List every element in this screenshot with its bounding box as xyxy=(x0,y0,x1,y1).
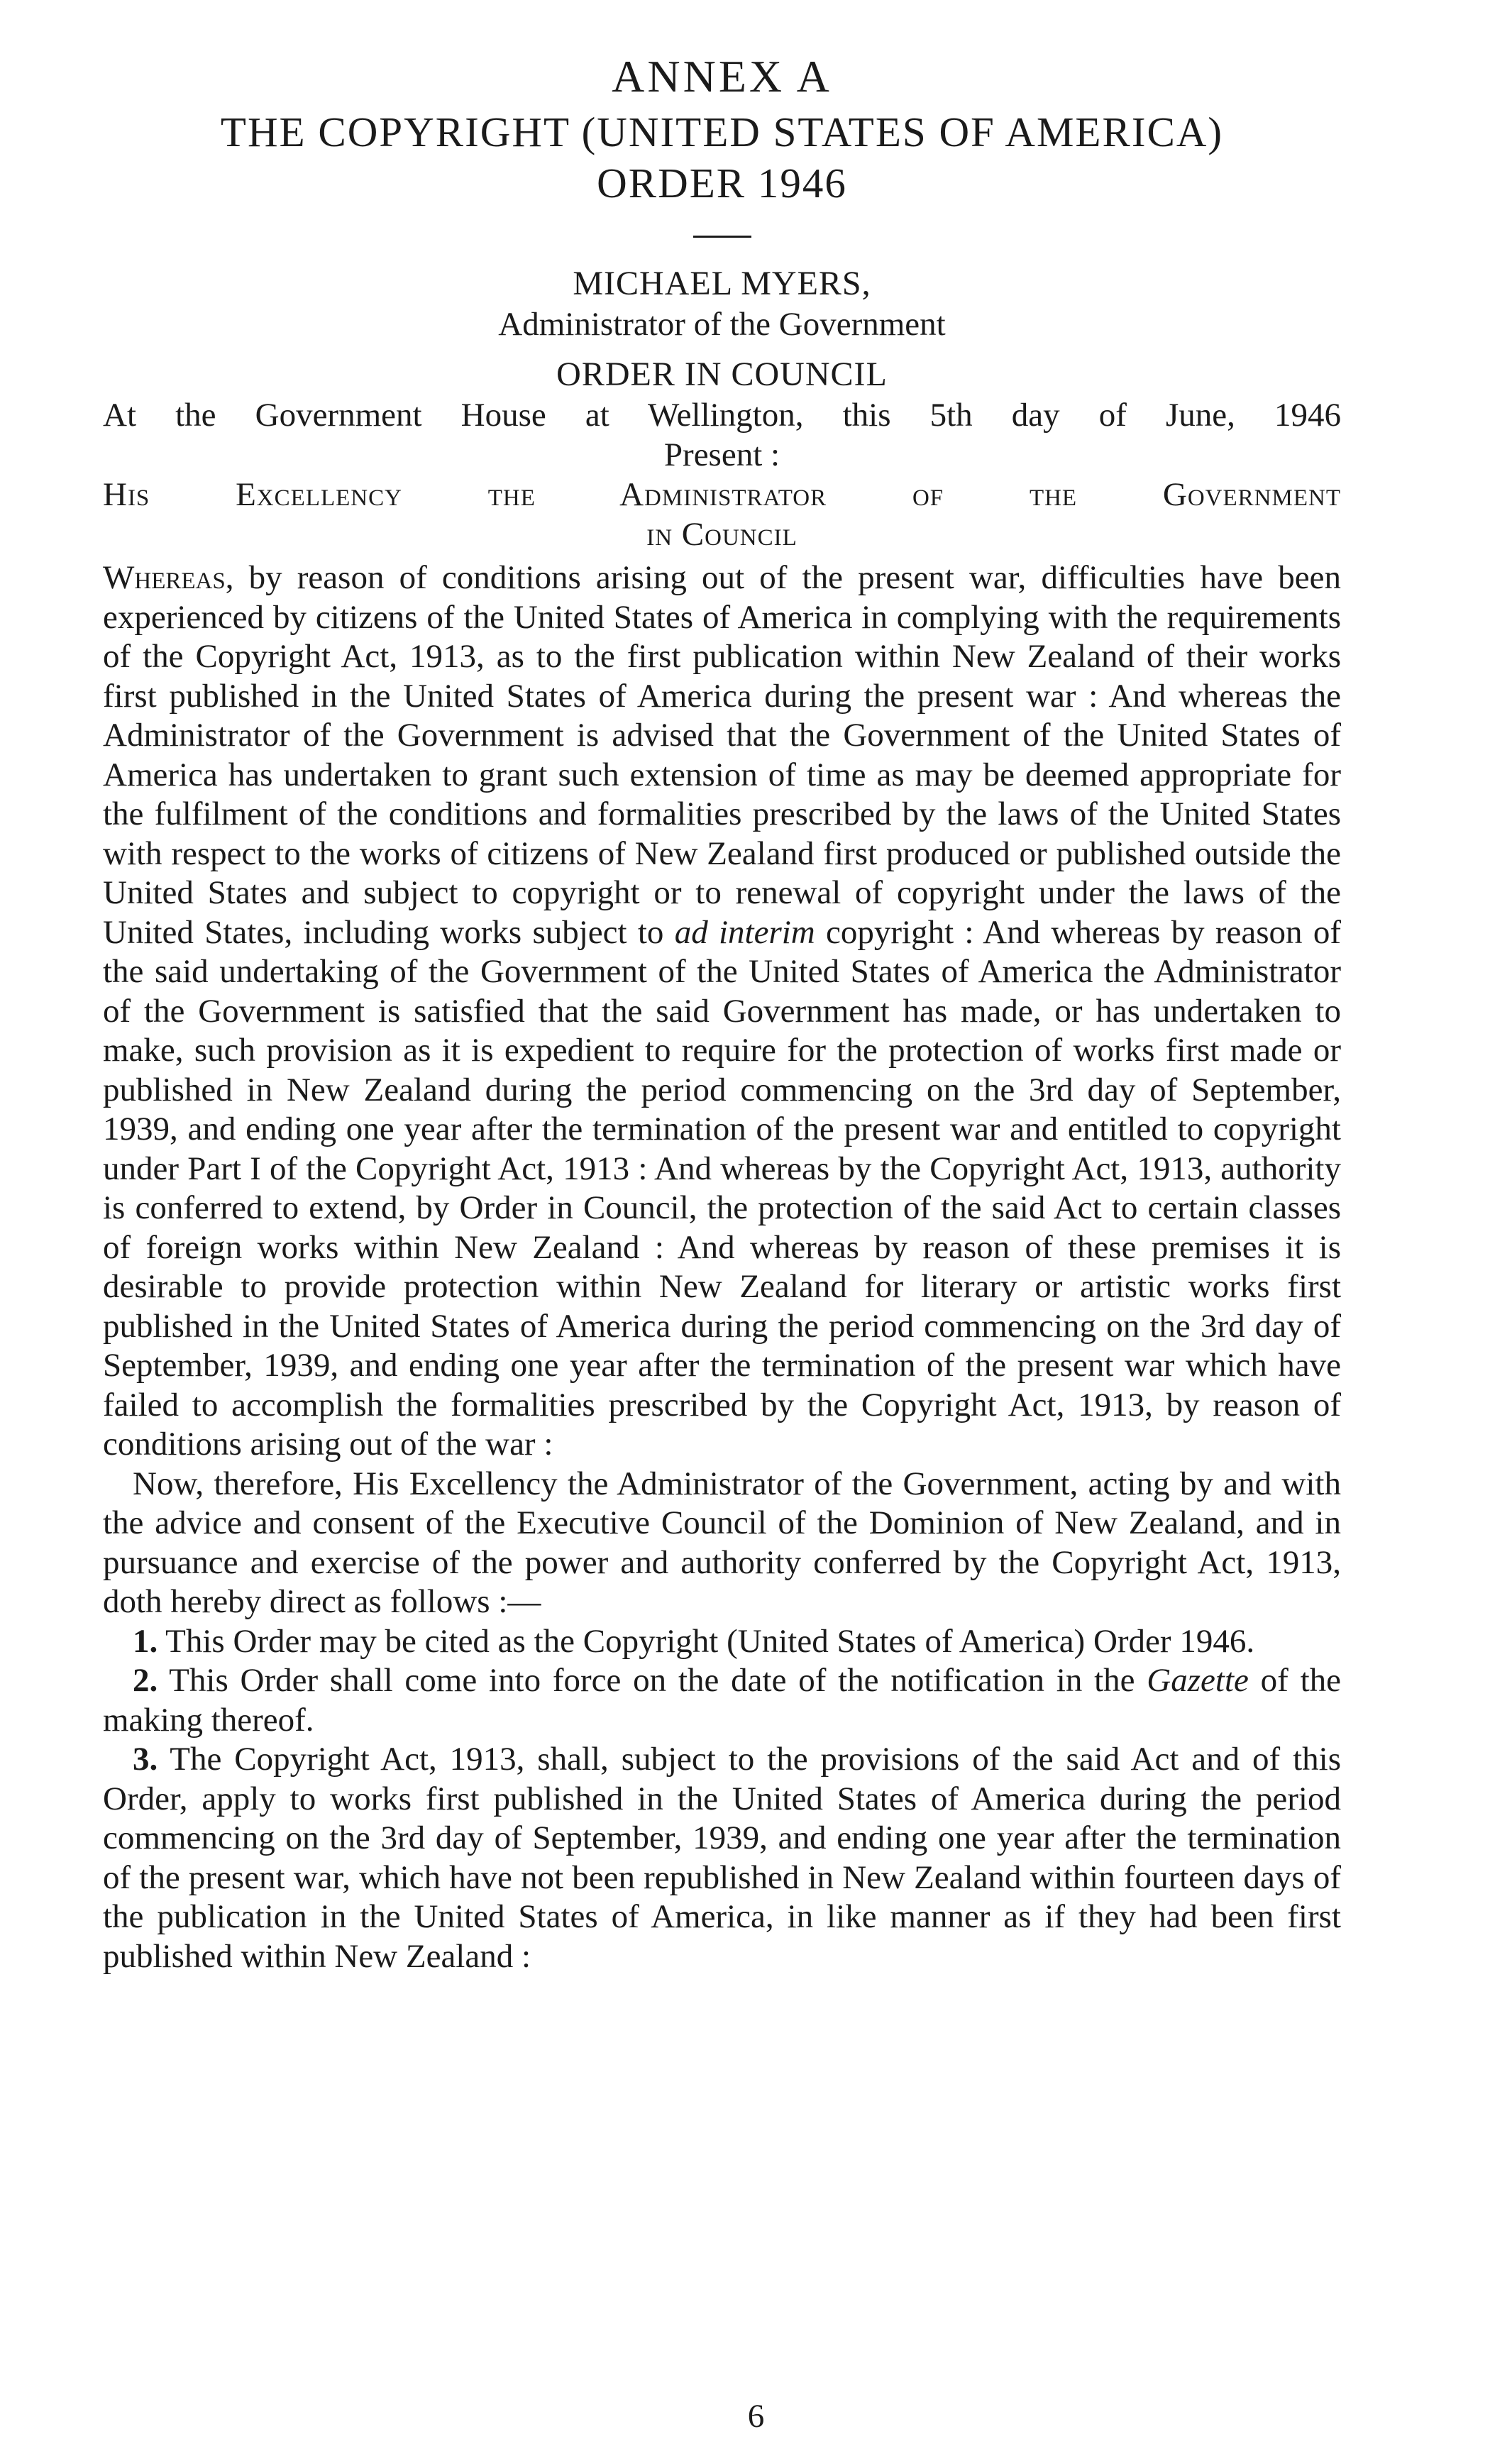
order-in-council-heading: ORDER IN COUNCIL xyxy=(556,356,888,393)
order-title-line-1: THE COPYRIGHT (UNITED STATES OF AMERICA) xyxy=(220,109,1224,155)
ad-interim-italic: ad interim xyxy=(674,913,815,951)
whereas-text-part-1: , by reason of conditions arising out of the present war, difficulties have been experienced by citizens of the United States of America in complying with the requirements of the Copyright Act, 1913, as to the first publication within New Zealand of their works first published in the United States of America during the present war : And whereas the Administrator of the Government is advised that the Government of the United States of America has undertaken to grant such extension of time as may be deemed appropriate for the fulfilment of the conditions and formalities prescribed by the laws of the United States with respect to the works of citizens of New Zealand first produced or published outside the United States and subject to copyright or to renewal of copyright under the laws of the United States, including works subject to xyxy=(103,559,1341,951)
whereas-lead: Whereas xyxy=(103,559,226,596)
page-number: 6 xyxy=(747,2398,765,2435)
clause-3-text: The Copyright Act, 1913, shall, subject to the provisions of the said Act and of this Order, apply to works first published in the United States of America during the period commencing on the 3rd day of September, 1939, and ending one year after the termination of the present war, which have not been republished in New Zealand within fourteen days of the publication in the United States of America, in like manner as if they had been first published within New Zealand : xyxy=(103,1741,1341,1975)
clause-2-number: 2. xyxy=(133,1662,158,1699)
present-label: Present : xyxy=(663,436,780,473)
clause-1-number: 1. xyxy=(133,1622,158,1660)
whereas-paragraph xyxy=(103,558,1341,1465)
clause-3 xyxy=(103,1740,1341,1976)
gazette-italic: Gazette xyxy=(1147,1662,1249,1699)
signatory-role: Administrator of the Government xyxy=(498,306,946,343)
clause-1 xyxy=(103,1622,1341,1662)
clause-2-text-a: This Order shall come into force on the date of the notification in the xyxy=(158,1662,1147,1699)
annex-heading: ANNEX A xyxy=(612,51,832,101)
now-therefore-paragraph: Now, therefore, His Excellency the Administrator of the Government, acting by and with the advice and consent of the Executive Council of the Dominion of New Zealand, and in pursuance and exercise of the power and authority conferred by the Copyright Act, 1913, doth hereby direct as follows :— xyxy=(103,1465,1341,1620)
excellency-line: His Excellency the Administrator of the Government xyxy=(103,476,1341,513)
clause-1-text: This Order may be cited as the Copyright (United States of America) Order 1946. xyxy=(158,1622,1255,1660)
clause-2-text-b: of the making thereof. xyxy=(103,1662,1341,1739)
signatory-name: MICHAEL MYERS, xyxy=(573,265,871,302)
place-and-date: At the Government House at Wellington, this 5th day of June, 1946 xyxy=(103,397,1341,434)
whereas-text-part-2: copyright : And whereas by reason of the said undertaking of the Government of the United States of America the Administrator of the Government is satisfied that the said Government has made, or has undertaken to make, such provision as it is expedient to require for the protection of works first made or published in New Zealand during the period commencing on the 3rd day of September, 1939, and ending one year after the termination of the present war and entitled to copyright under Part I of the Copyright Act, 1913 : And whereas by the Copyright Act, 1913, authority is conferred to extend, by Order in Council, the protection of the said Act to certain classes of foreign works within New Zealand : And whereas by reason of these premises it is desirable to provide protection within New Zealand for literary or artistic works first published in the United States of America during the period commencing on the 3rd day of September, 1939, and ending one year after the termination of the present war which have failed to accomplish the formalities prescribed by the Copyright Act, 1913, by reason of conditions arising out of the war : xyxy=(103,913,1341,1463)
in-council-line: in Council xyxy=(646,516,798,553)
clause-3-number: 3. xyxy=(133,1741,158,1778)
order-title-line-2: ORDER 1946 xyxy=(597,160,847,206)
clause-2 xyxy=(103,1661,1341,1740)
title-divider xyxy=(693,236,751,238)
document-page xyxy=(103,48,1341,1976)
